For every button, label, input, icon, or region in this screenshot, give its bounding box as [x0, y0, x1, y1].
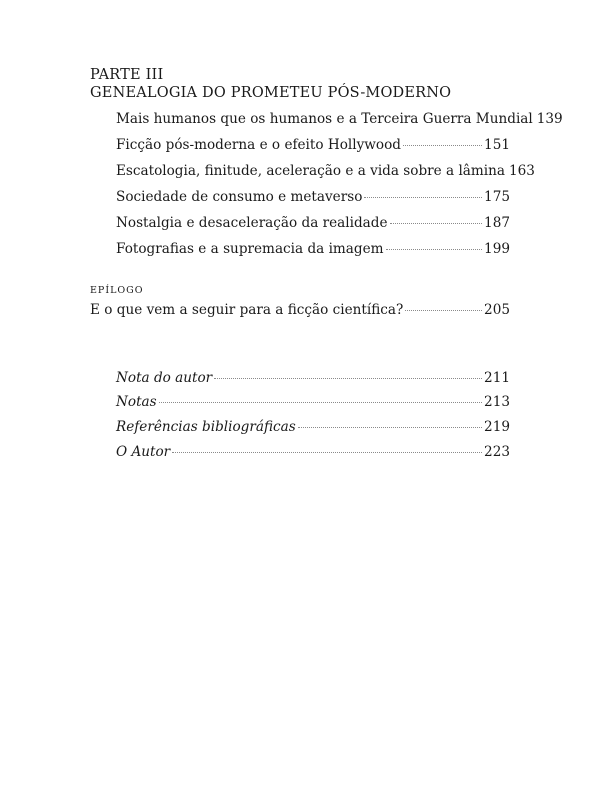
- toc-entry-title: Fotografias e a supremacia da imagem: [116, 241, 384, 257]
- dot-leader: [172, 452, 482, 453]
- toc-entry-title: Notas: [116, 394, 157, 410]
- toc-entry-back-matter: [116, 443, 510, 461]
- toc-entry: [116, 214, 510, 232]
- toc-entry-page: 199: [484, 241, 510, 257]
- toc-entry: [116, 136, 510, 154]
- toc-entry-title: Escatologia, finitude, aceleração e a vida sobre a lâmina: [116, 163, 505, 179]
- dot-leader: [364, 197, 482, 198]
- toc-entry-title: Sociedade de consumo e metaverso: [116, 189, 363, 205]
- toc-entry-page: 219: [484, 419, 510, 435]
- toc-entry-title: Mais humanos que os humanos e a Terceira Guerra Mundial: [116, 111, 533, 127]
- toc-entry-page: 213: [484, 394, 510, 410]
- toc-entry-title: Referências bibliográficas: [116, 419, 296, 435]
- toc-entry-back-matter: [116, 393, 510, 411]
- dot-leader: [298, 427, 482, 428]
- toc-entry: [116, 188, 510, 206]
- dot-leader: [403, 145, 482, 146]
- toc-entry-back-matter: [116, 369, 510, 387]
- dot-leader: [159, 402, 482, 403]
- toc-entry-title: Nota do autor: [116, 370, 213, 386]
- toc-entry-page: 163: [509, 163, 535, 179]
- toc-entry-page: 211: [484, 370, 510, 386]
- toc-entry-page: 223: [484, 444, 510, 460]
- toc-entry: [116, 240, 510, 258]
- toc-entry-page: 139: [536, 111, 563, 127]
- dot-leader: [405, 310, 482, 311]
- epilogue-label: EPÍLOGO: [90, 285, 144, 296]
- toc-entry-back-matter: [116, 418, 510, 436]
- toc-entry: [116, 162, 535, 180]
- toc-entry-page: 187: [484, 215, 510, 231]
- toc-entry-title: Ficção pós-moderna e o efeito Hollywood: [116, 137, 401, 153]
- dot-leader: [386, 249, 482, 250]
- part-label: PARTE III: [90, 67, 164, 83]
- dot-leader: [390, 223, 483, 224]
- toc-entry-epilogue: [90, 301, 510, 319]
- dot-leader: [214, 378, 482, 379]
- toc-entry: [116, 110, 563, 128]
- part-title: GENEALOGIA DO PROMETEU PÓS-MODERNO: [90, 85, 452, 101]
- toc-entry-title: Nostalgia e desaceleração da realidade: [116, 215, 388, 231]
- toc-entry-page: 175: [484, 189, 510, 205]
- toc-entry-title: E o que vem a seguir para a ficção científica?: [90, 302, 404, 318]
- toc-entry-page: 151: [484, 137, 510, 153]
- toc-entry-title: O Autor: [116, 444, 171, 460]
- toc-entry-page: 205: [484, 302, 510, 318]
